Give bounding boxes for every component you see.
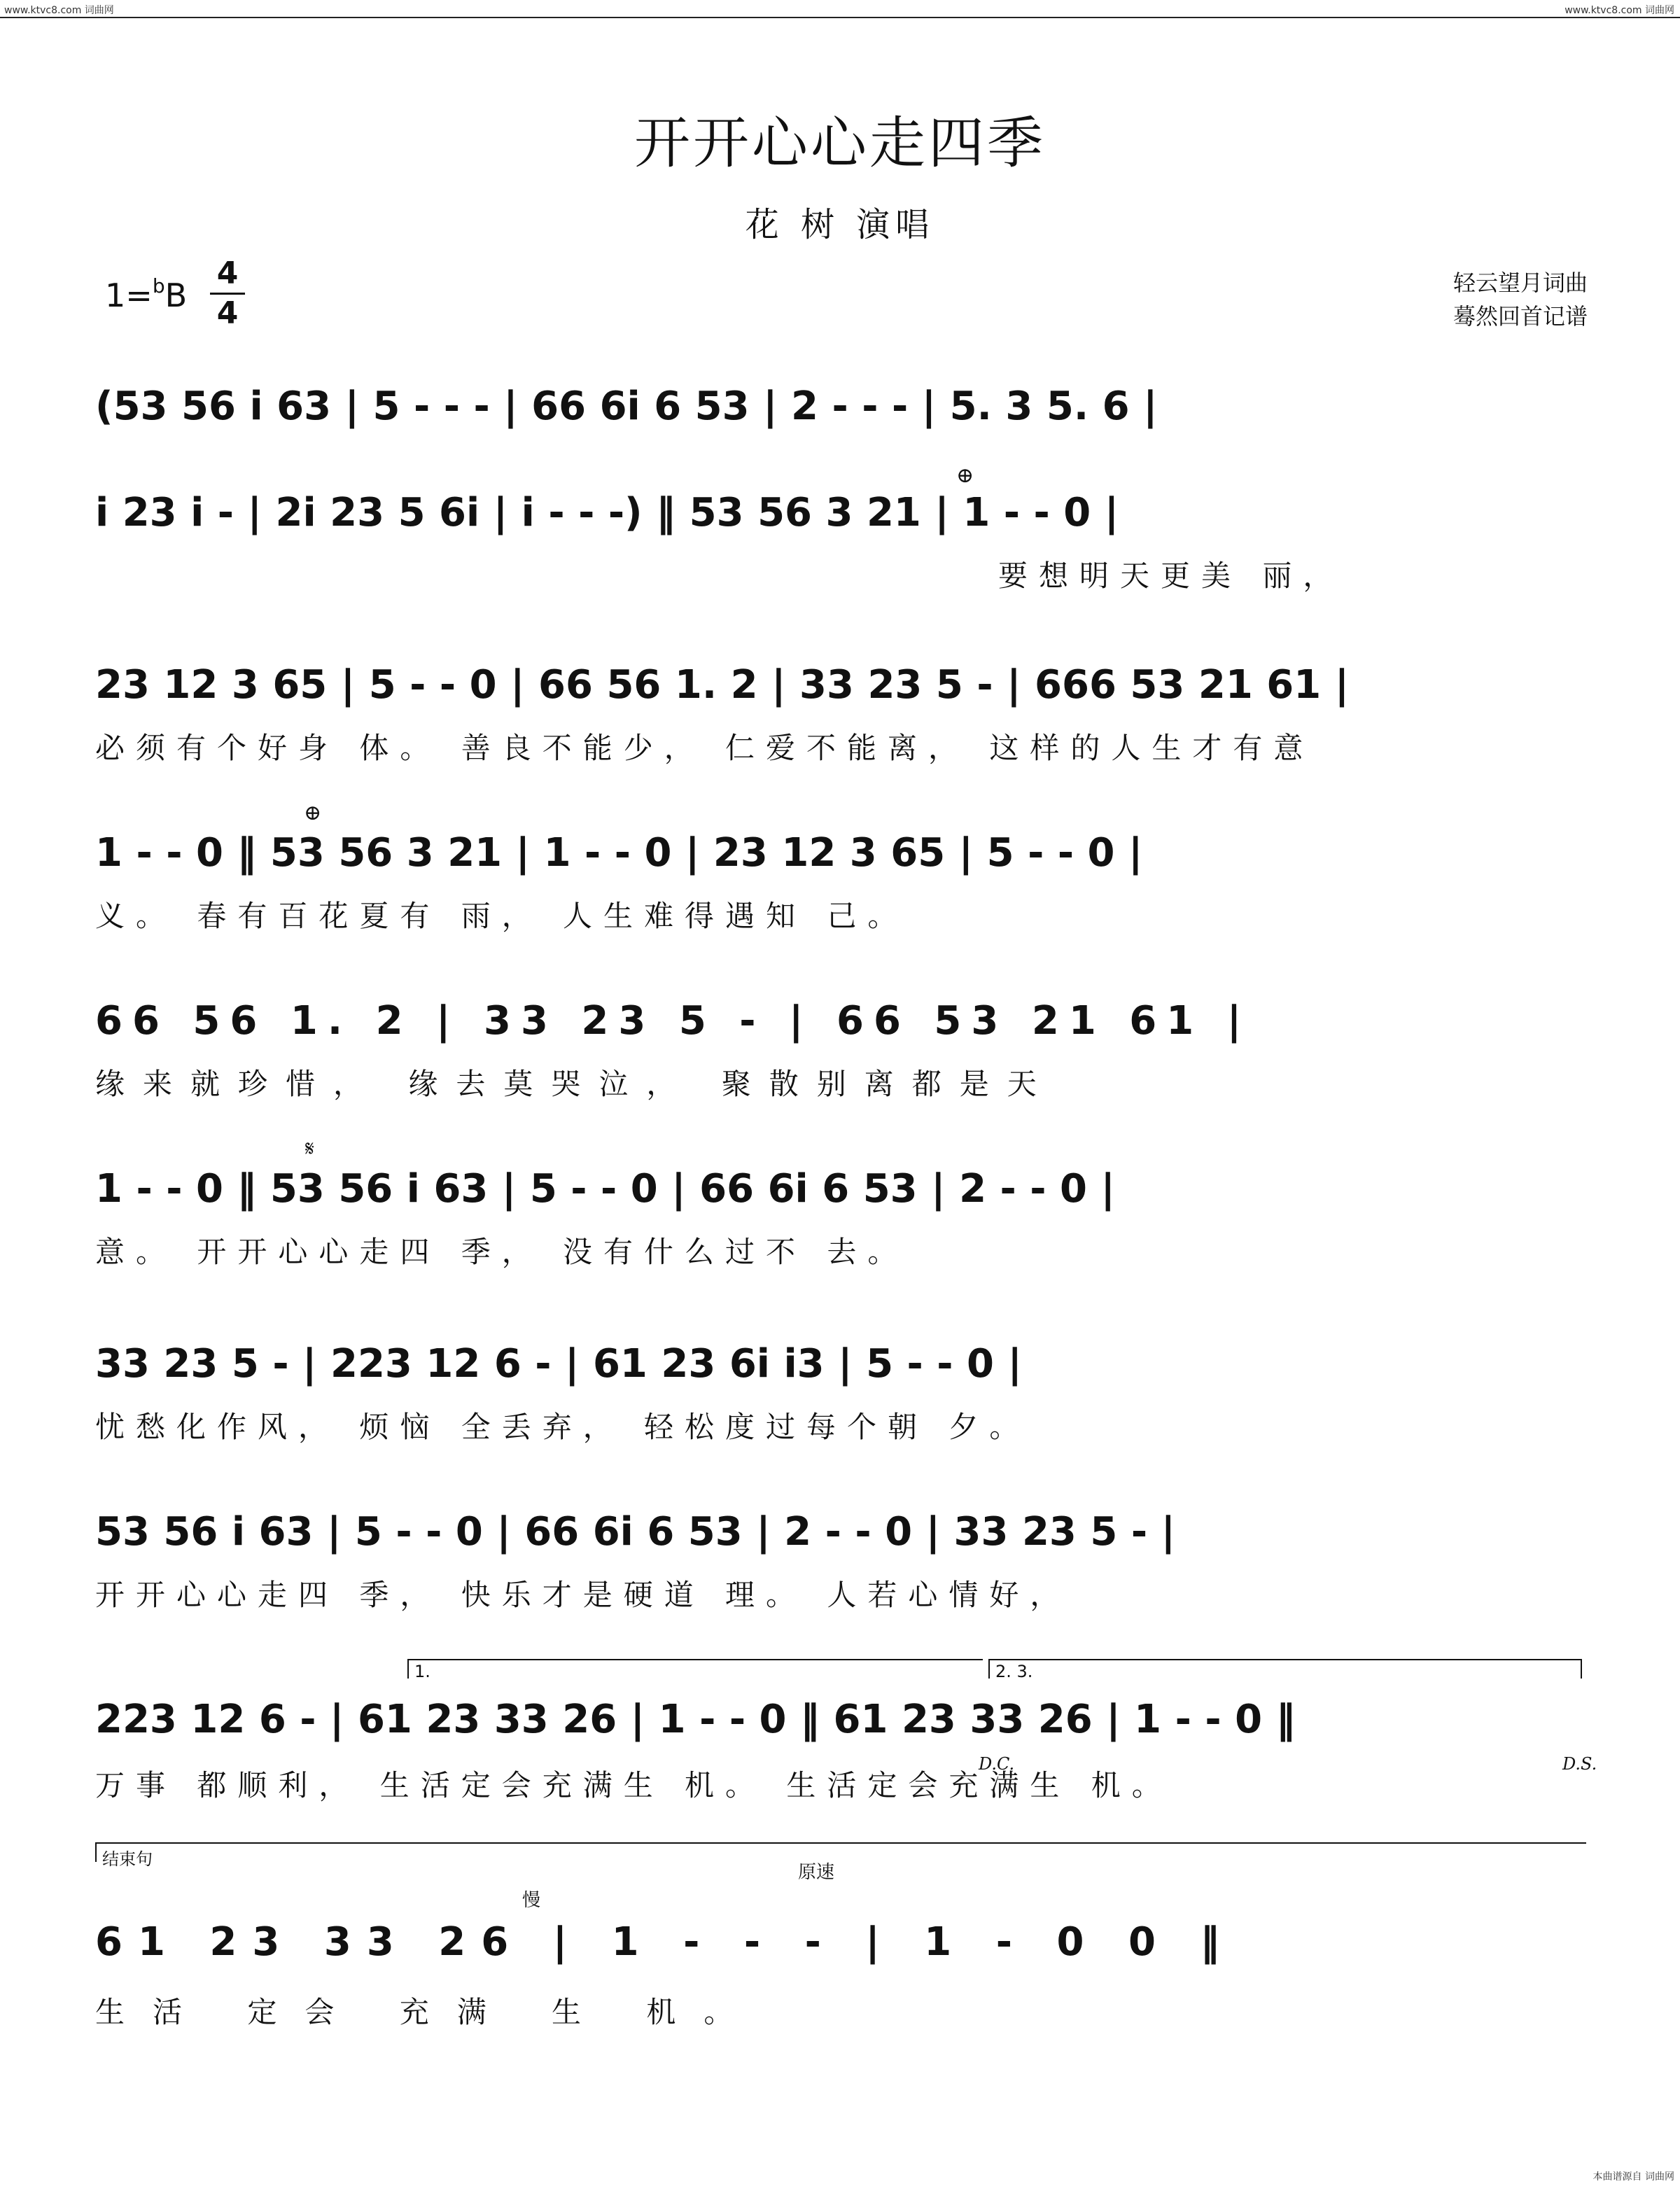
notation-line: 61 23 33 26 | 1 - - - | 1 - 0 0 ‖ xyxy=(95,1919,1236,1965)
score-system-3 xyxy=(95,662,1585,774)
lyrics-line: 缘来就珍惜， 缘去莫哭泣， 聚散别离都是天 xyxy=(95,1067,1055,1101)
score-system-5 xyxy=(95,998,1585,1110)
score-system-4 xyxy=(95,801,1585,942)
segno-mark: 𝄋 xyxy=(305,1137,314,1161)
ending-bracket xyxy=(95,1842,1586,1869)
key-signature xyxy=(105,274,187,314)
notation-line: 1 - - 0 ‖ 53 56 i 63 | 5 - - 0 | 66 6i 6 53 | 2 - - 0 | xyxy=(95,1166,1115,1212)
lyrics-line: 万事 都顺利， 生活定会充满生 机。 生活定会充满生 机。 xyxy=(95,1768,1172,1802)
volta-1-label: 1. xyxy=(414,1662,430,1681)
score-system-6 xyxy=(95,1137,1585,1278)
time-divider xyxy=(210,293,245,295)
notation-line: 66 56 1. 2 | 33 23 5 - | 66 53 21 61 | xyxy=(95,998,1252,1044)
credit-transcriber: 蓦然回首记谱 xyxy=(1452,303,1588,330)
volta-2-label: 2. 3. xyxy=(995,1662,1033,1681)
notation-line: 33 23 5 - | 223 12 6 - | 61 23 6i i3 | 5 - - 0 | xyxy=(95,1341,1022,1387)
singer-line: 花 树 演唱 xyxy=(745,205,935,244)
dc-mark: D.C. xyxy=(979,1754,1015,1774)
score-system-7 xyxy=(95,1341,1585,1453)
score-system-10 xyxy=(95,1842,1585,2029)
volta-1-bracket xyxy=(407,1659,983,1679)
notation-line: 23 12 3 65 | 5 - - 0 | 66 56 1. 2 | 33 23 5 - | 666 53 21 61 | xyxy=(95,662,1350,708)
lyrics-line: 要想明天更美 丽， xyxy=(998,559,1344,593)
lyrics-line: 义。 春有百花夏有 雨， 人生难得遇知 己。 xyxy=(95,899,909,933)
lyrics-line: 意。 开开心心走四 季， 没有什么过不 去。 xyxy=(95,1235,909,1269)
time-signature xyxy=(210,256,245,331)
key-prefix: 1= xyxy=(105,276,153,314)
score-system-8 xyxy=(95,1509,1585,1621)
volta-2-bracket xyxy=(988,1659,1582,1679)
notation-line: 1 - - 0 ‖ 53 56 3 21 | 1 - - 0 | 23 12 3 65 | 5 - - 0 | xyxy=(95,830,1143,876)
lyrics-line: 忧愁化作风， 烦恼 全丢弃， 轻松度过每个朝 夕。 xyxy=(95,1410,1030,1444)
ds-mark: D.S. xyxy=(1562,1754,1597,1774)
lyrics-line: 生活 定会 充满 生 机。 xyxy=(95,1995,762,2029)
ending-label: 结束句 xyxy=(102,1849,153,1869)
key-note: B xyxy=(164,276,188,314)
slow-marking: 慢 xyxy=(522,1890,541,1911)
top-rule xyxy=(0,17,1680,18)
song-title: 开开心心走四季 xyxy=(634,111,1046,176)
time-top: 4 xyxy=(216,255,239,291)
credit-composer: 轻云望月词曲 xyxy=(1452,269,1588,296)
score-system-9 xyxy=(95,1659,1597,1802)
notation-line: i 23 i - | 2i 23 5 6i | i - - -) ‖ 53 56 3 21 | 1 - - 0 | xyxy=(95,490,1119,535)
notation-line: 53 56 i 63 | 5 - - 0 | 66 6i 6 53 | 2 - - 0 | 33 23 5 - | xyxy=(95,1509,1176,1555)
credits xyxy=(1453,266,1588,333)
lyrics-line: 必须有个好身 体。 善良不能少， 仁爱不能离， 这样的人生才有意 xyxy=(95,731,1315,765)
notation-line: (53 56 i 63 | 5 - - - | 66 6i 6 53 | 2 - - - | 5. 3 5. 6 | xyxy=(95,384,1158,429)
score-system-1 xyxy=(95,384,1585,447)
site-footer: 本曲谱源自 词曲网 xyxy=(1592,2171,1674,2183)
flat-sign: b xyxy=(152,274,165,297)
time-bottom: 4 xyxy=(216,295,239,331)
site-header-right: www.ktvc8.com 词曲网 xyxy=(1564,5,1674,16)
tempo-primo-marking: 原速 xyxy=(798,1862,835,1883)
coda-mark: ⊕ xyxy=(304,801,322,825)
score-system-2 xyxy=(95,463,1585,602)
lyrics-line: 开开心心走四 季， 快乐才是硬道 理。 人若心情好， xyxy=(95,1578,1071,1612)
coda-mark: ⊕ xyxy=(956,463,974,488)
notation-line: 223 12 6 - | 61 23 33 26 | 1 - - 0 ‖ 61 23 33 26 | 1 - - 0 ‖ xyxy=(95,1697,1296,1742)
site-header-left: www.ktvc8.com 词曲网 xyxy=(4,5,114,16)
